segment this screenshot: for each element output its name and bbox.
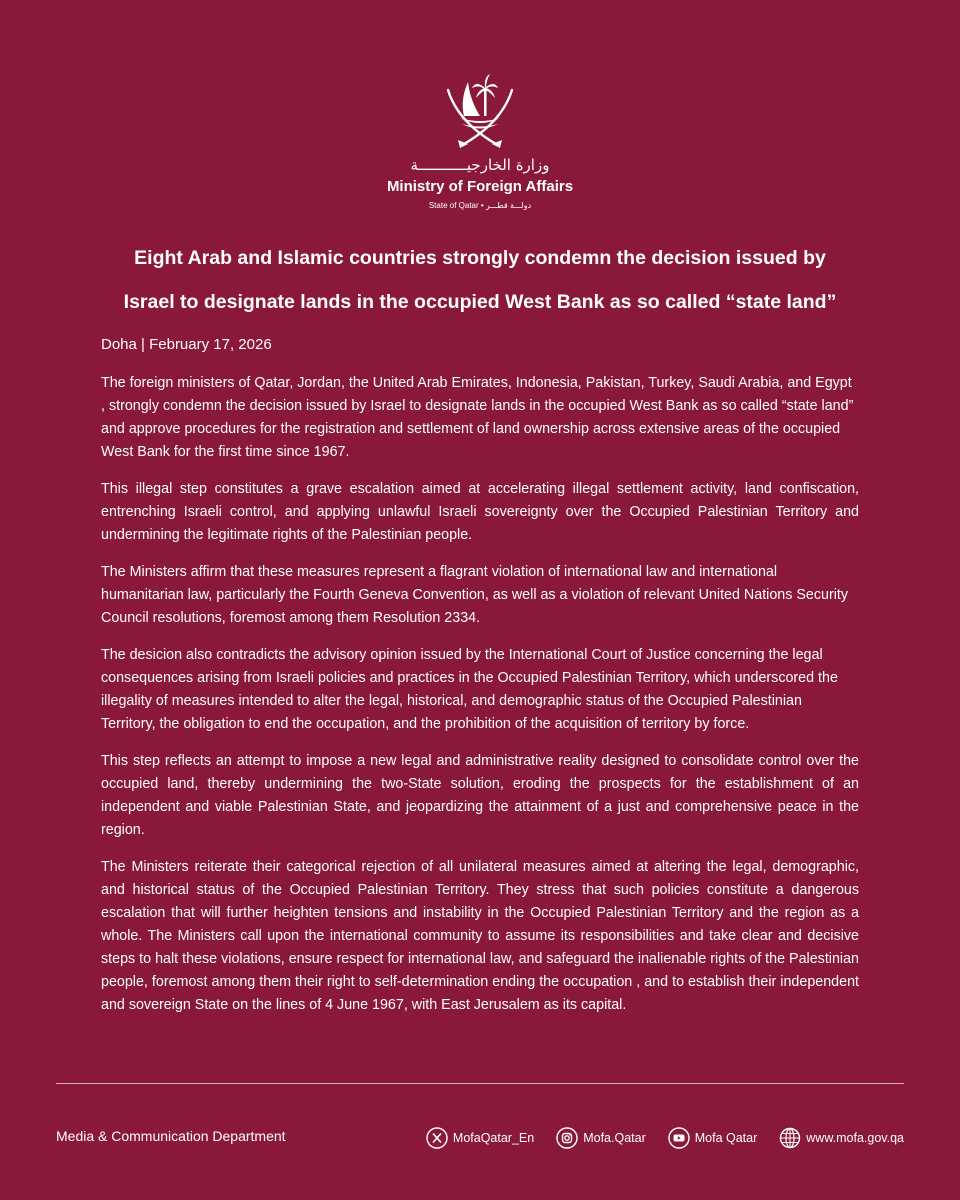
instagram-icon [556,1127,578,1149]
youtube-icon [668,1127,690,1149]
website-url: www.mofa.gov.qa [806,1131,904,1145]
x-icon [426,1127,448,1149]
ministry-arabic-name: وزارة الخارجيـــــــــــة [410,156,550,174]
state-of-qatar-line: State of Qatar • دولـــة قطـــر [428,201,532,210]
paragraph-4: The desicion also contradicts the advisory opinion issued by the International Court of Justice concerning the legal consequences arising from Israeli policies and practices in the Occupied Palestinian Territory, which underscored the illegality of measures intended to alter the legal, historical, and demographic status of the Occupied Palestinian Territory, the obligation to end the occupation, and the prohibition of the acquisition of territory by force. [101,647,838,732]
paragraph-1: The foreign ministers of Qatar, Jordan, the United Arab Emirates, Indonesia, Pakistan, Turkey, Saudi Arabia, and Egypt , strongly condemn the decision issued by Israel to designate lands in the occupied West Bank as so called “state land” and approve procedures for the registration and settlement of land ownership across extensive areas of the occupied West Bank for the first time since 1967. [101,375,854,460]
title-line-2: Israel to designate lands in the occupied West Bank as so called “state land” [123,291,837,313]
paragraph-2: This illegal step constitutes a grave escalation aimed at accelerating illegal settlement activity, land confiscation, entrenching Israeli control, and applying unlawful Israeli sovereignty over the Occupied Palestinian Territory and undermining the legitimate rights of the Palestinian people. [101,481,859,543]
qatar-emblem-icon [440,70,520,152]
page-title [80,236,880,324]
paragraph-5: This step reflects an attempt to impose a new legal and administrative reality designed to consolidate control over the occupied land, thereby undermining the two-State solution, eroding the prospects for the establishment of an independent and viable Palestinian State, and jeopardizing the attainment of a just and comprehensive peace in the region. [101,753,859,838]
x-handle: MofaQatar_En [452,1131,535,1145]
social-links [426,1127,904,1149]
paragraph-6: The Ministers reiterate their categorical rejection of all unilateral measures aimed at altering the legal, demographic, and historical status of the Occupied Palestinian Territory. They stress that such policies constitute a dangerous escalation that will further heighten tensions and instability in the Occupied Palestinian Territory and the region as a whole. The Ministers call upon the international community to assume its responsibilities and take clear and decisive steps to halt these violations, ensure respect for international law, and safeguard the inalienable rights of the Palestinian people, foremost among them their right to self-determination ending the occupation , and to establish their independent and sovereign State on the lines of 4 June 1967, with East Jerusalem as its capital. [101,859,859,1013]
youtube-handle: Mofa Qatar [694,1131,758,1145]
title-line-1: Eight Arab and Islamic countries strongly condemn the decision issued by [134,247,826,269]
instagram-handle: Mofa.Qatar [583,1131,646,1145]
ministry-english-name: Ministry of Foreign Affairs [386,178,574,195]
paragraph-3: The Ministers affirm that these measures represent a flagrant violation of international law and international humanitarian law, particularly the Fourth Geneva Convention, as well as a violation of relevant United Nations Security Council resolutions, foremost among them Resolution 2334. [101,564,849,626]
x-link[interactable] [426,1127,534,1149]
footer-divider [56,1083,904,1084]
ministry-logo [0,70,960,210]
statement-body [101,372,859,1031]
footer-department: Media & Communication Department [56,1128,286,1144]
website-link[interactable] [779,1127,904,1149]
instagram-link[interactable] [556,1127,646,1149]
dateline: Doha | February 17, 2026 [101,336,272,353]
youtube-link[interactable] [668,1127,758,1149]
globe-icon [779,1127,801,1149]
